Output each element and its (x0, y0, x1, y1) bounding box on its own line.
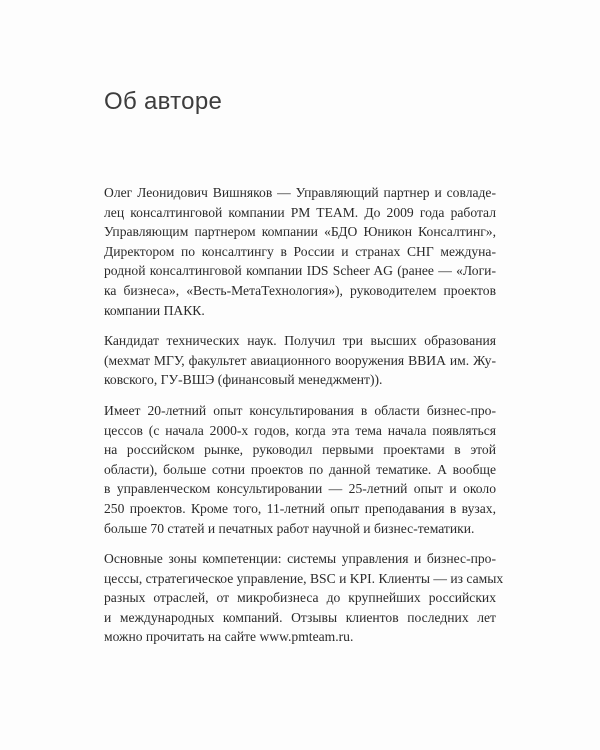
text-line: Директором по консалтингу в России и странах СНГ междуна- (104, 243, 496, 259)
text-line: разных отраслей, от микробизнеса до крупнейших российских (104, 590, 496, 606)
text-line: Олег Леонидович Вишняков — Управляющий партнер и совладе- (104, 185, 496, 200)
text-line: Управляющим партнером компании «БДО Юникон Консалтинг», (104, 224, 496, 240)
text-line: Кандидат технических наук. Получил три высших образования (104, 333, 496, 349)
text-line: и международных компаний. Отзывы клиентов последних лет (104, 609, 496, 625)
bio-paragraph-competencies (104, 549, 504, 647)
text-line: в управленческом консультировании — 25-летний опыт и около (104, 481, 496, 497)
text-line: лец консалтинговой компании PM TEAM. До 2009 года работал (104, 204, 496, 220)
text-line: больше 70 статей и печатных работ научной и бизнес-тематики. (104, 520, 475, 536)
text-line: ковского, ГУ-ВШЭ (финансовый менеджмент)). (104, 372, 383, 388)
section-heading: Об авторе (104, 88, 223, 115)
text-line: области), больше сотни проектов по данной тематике. А вообще (104, 461, 496, 477)
author-bio (104, 183, 504, 658)
bio-paragraph-career (104, 183, 496, 320)
text-line: цессы, стратегическое управление, BSC и KPI. Клиенты — из самых (104, 570, 504, 586)
text-line: 250 проектов. Кроме того, 11-летний опыт преподавания в вузах, (104, 500, 496, 516)
text-line: ка бизнеса», «Весть-МетаТехнология»), руководителем проектов (104, 282, 496, 298)
bio-paragraph-experience (104, 401, 496, 538)
text-line: компании ПАКК. (104, 302, 205, 318)
text-line: цессов (с начала 2000-х годов, когда эта тема начала появляться (104, 422, 496, 438)
text-line: Имеет 20-летний опыт консультирования в области бизнес-про- (104, 402, 496, 418)
text-line: родной консалтинговой компании IDS Scheer AG (ранее — «Логи- (104, 263, 496, 279)
text-line: можно прочитать на сайте www.pmteam.ru. (104, 629, 354, 645)
text-line: (мехмат МГУ, факультет авиационного вооружения ВВИА им. Жу- (104, 352, 496, 368)
text-line: на российском рынке, руководил первыми проектами в этой (104, 442, 496, 458)
bio-paragraph-education (104, 331, 496, 390)
text-line: Основные зоны компетенции: системы управления и бизнес-про- (104, 551, 496, 567)
